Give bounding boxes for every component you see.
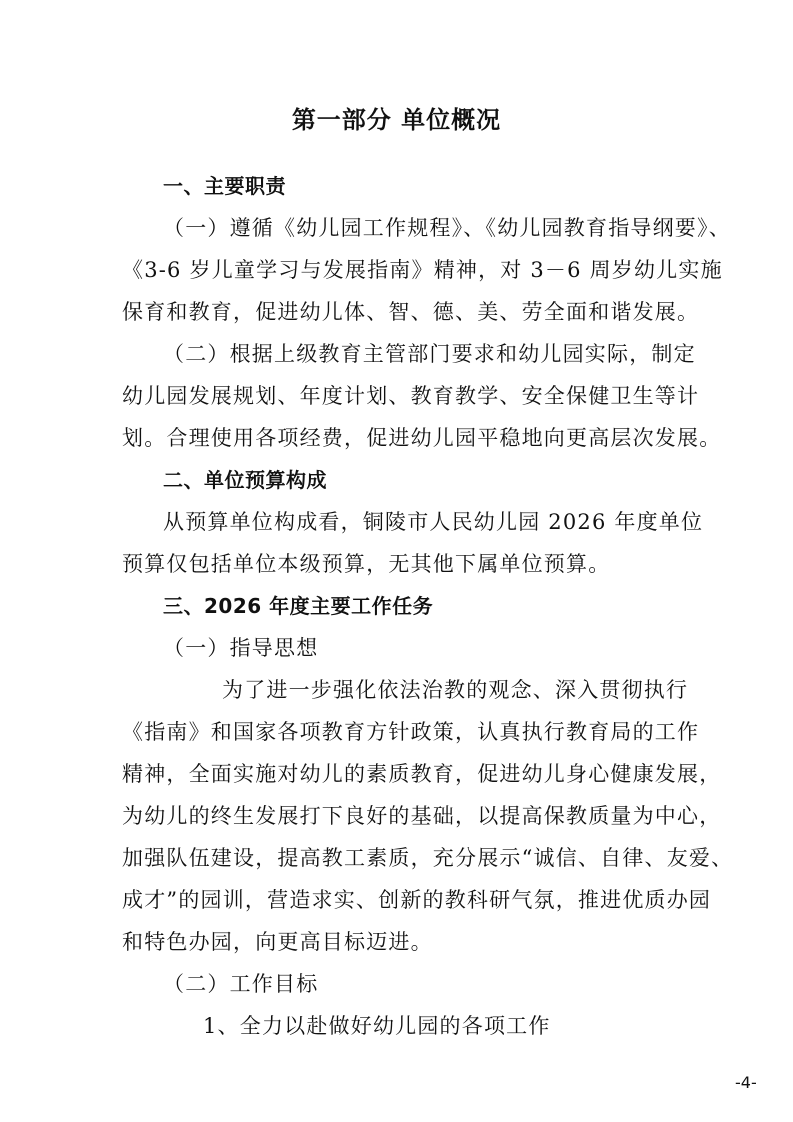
paragraph-line: 为了进一步强化依法治教的观念、深入贯彻执行 <box>222 678 689 702</box>
paragraph-line: 成才”的园训，营造求实、创新的教科研气氛，推进优质办园 <box>122 888 712 912</box>
paragraph-line: 为幼儿的终生发展打下良好的基础，以提高保教质量为中心， <box>122 804 722 828</box>
section-heading-work-tasks: 三、2026 年度主要工作任务 <box>163 594 434 618</box>
page-number: -4- <box>735 1073 757 1092</box>
paragraph-line: 加强队伍建设，提高教工素质，充分展示“诚信、自律、友爱、 <box>122 846 734 870</box>
paragraph-line: 划。合理使用各项经费，促进幼儿园平稳地向更高层次发展。 <box>122 426 722 450</box>
paragraph-line: （二）根据上级教育主管部门要求和幼儿园实际，制定 <box>163 342 696 366</box>
paragraph-line: 保育和教育，促进幼儿体、智、德、美、劳全面和谐发展。 <box>122 300 700 324</box>
paragraph-line: 精神，全面实施对幼儿的素质教育，促进幼儿身心健康发展， <box>122 762 722 786</box>
paragraph-line: 和特色办园，向更高目标迈进。 <box>122 930 433 954</box>
page-title: 第一部分 单位概况 <box>291 106 502 134</box>
paragraph-line: （一）遵循《幼儿园工作规程》、《幼儿园教育指导纲要》、 <box>163 216 731 240</box>
paragraph-line: 预算仅包括单位本级预算，无其他下属单位预算。 <box>122 552 611 576</box>
subheading-guiding-ideology: （一）指导思想 <box>163 636 319 660</box>
paragraph-line: 幼儿园发展规划、年度计划、教育教学、安全保健卫生等计 <box>122 384 700 408</box>
paragraph-line: 《3-6 岁儿童学习与发展指南》精神，对 3－6 周岁幼儿实施 <box>122 258 723 282</box>
list-item: 1、全力以赴做好幼儿园的各项工作 <box>203 1014 551 1038</box>
paragraph-line: 《指南》和国家各项教育方针政策，认真执行教育局的工作 <box>122 720 700 744</box>
paragraph-line: 从预算单位构成看，铜陵市人民幼儿园 2026 年度单位 <box>163 510 704 534</box>
section-heading-duties: 一、主要职责 <box>163 174 286 198</box>
subheading-work-goals: （二）工作目标 <box>163 972 319 996</box>
section-heading-budget-structure: 二、单位预算构成 <box>163 468 327 492</box>
